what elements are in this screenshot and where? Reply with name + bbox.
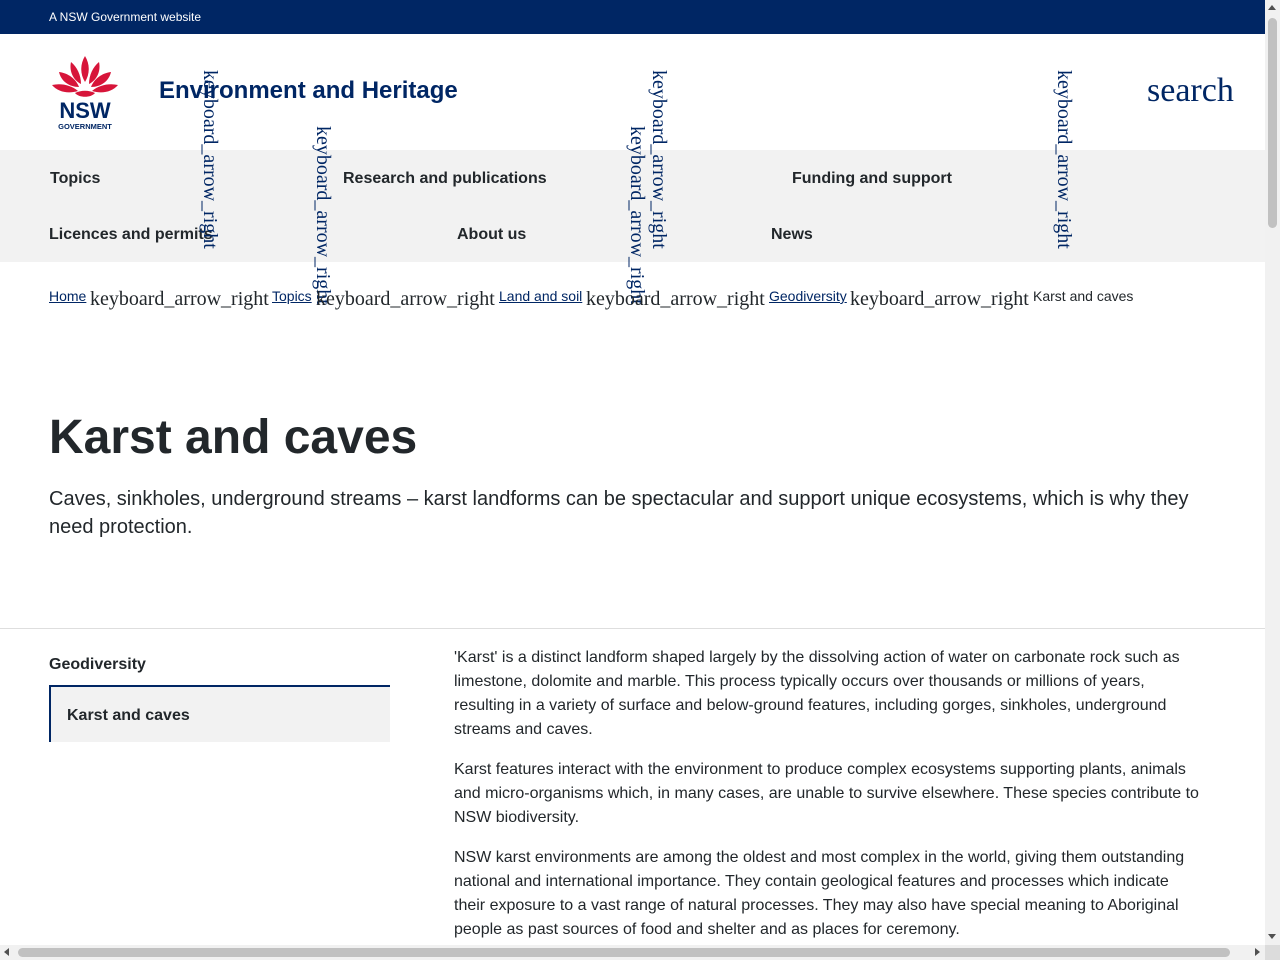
scroll-left-arrow-icon[interactable] [4, 948, 9, 956]
nav-item-research-and-publications[interactable]: Research and publications [343, 170, 547, 187]
breadcrumb-current: Karst and caves [1033, 288, 1134, 304]
side-nav-item-label: Karst and caves [67, 707, 190, 724]
content-paragraph: Karst features interact with the environment to produce complex ecosystems supporting plants, animals and micro-organisms which, in many cases, are unable to survive elsewhere. These species contribute to NSW biodiversity. [454, 761, 1199, 826]
scrollbar-corner [1265, 945, 1280, 960]
vertical-scrollbar-thumb[interactable] [1268, 18, 1277, 228]
government-strip-text: A NSW Government website [49, 10, 202, 24]
scroll-right-arrow-icon[interactable] [1255, 948, 1260, 956]
nsw-government-logo[interactable] [49, 54, 121, 132]
page-intro: Caves, sinkholes, underground streams – karst landforms can be spectacular and support unique ecosystems, which is why they need protection. [49, 488, 1189, 538]
breadcrumb-link-topics[interactable]: Topics [272, 288, 312, 304]
nav-research-chevron-icon: keyboard_arrow_right [312, 126, 334, 305]
breadcrumb-link-home[interactable]: Home [49, 288, 87, 304]
horizontal-scrollbar[interactable] [0, 945, 1265, 960]
breadcrumb-chevron-icon: keyboard_arrow_right [586, 288, 765, 310]
logo-text: NSW [59, 98, 111, 123]
scroll-up-arrow-icon[interactable] [1268, 5, 1276, 10]
breadcrumb-chevron-icon: keyboard_arrow_right [850, 288, 1029, 310]
nav-item-topics[interactable]: Topics [50, 170, 101, 187]
site-title[interactable]: Environment and Heritage [159, 77, 458, 104]
scroll-down-arrow-icon[interactable] [1268, 934, 1276, 939]
breadcrumb-link-geodiversity[interactable]: Geodiversity [769, 288, 847, 304]
nav-item-licences-and-permits[interactable]: Licences and permits [49, 226, 213, 243]
vertical-scrollbar[interactable] [1265, 0, 1280, 945]
side-nav-heading[interactable]: Geodiversity [49, 656, 146, 673]
logo-subtext: GOVERNMENT [58, 122, 112, 131]
breadcrumb [0, 286, 1265, 316]
content-paragraph: NSW karst environments are among the oldest and most complex in the world, giving them outstanding national and international importance. They contain geological features and processes which indicate their exposure to a vast range of natural processes. They may also have special meaning to Aboriginal people as past sources of food and shelter and as places for ceremony. [454, 849, 1185, 938]
nav-item-about-us[interactable]: About us [457, 226, 527, 243]
nav-item-news[interactable]: News [771, 226, 813, 243]
side-nav-item-karst-and-caves[interactable] [49, 685, 390, 742]
nav-funding-chevron-icon: keyboard_arrow_right [648, 70, 670, 249]
content-paragraph: 'Karst' is a distinct landform shaped largely by the dissolving action of water on carbonate rock such as limestone, dolomite and marble. This process typically occurs over thousands or millions of years, resulting in a variety of surface and below-ground features, including gorges, sinkholes, underground streams and caves. [454, 649, 1180, 738]
search-button[interactable]: search [1147, 72, 1234, 109]
nav-licences-chevron-icon: keyboard_arrow_right [626, 126, 648, 305]
main-content [454, 646, 1204, 958]
section-divider [0, 628, 1265, 629]
breadcrumb-link-land-and-soil[interactable]: Land and soil [499, 288, 583, 304]
nav-about-chevron-icon: keyboard_arrow_right [1053, 70, 1075, 249]
nav-topics-chevron-icon: keyboard_arrow_right [199, 70, 221, 249]
waratah-flower-icon [52, 56, 118, 97]
nav-item-funding-and-support[interactable]: Funding and support [792, 170, 952, 187]
horizontal-scrollbar-thumb[interactable] [18, 948, 1230, 957]
breadcrumb-chevron-icon: keyboard_arrow_right [316, 288, 495, 310]
page-title: Karst and caves [49, 411, 418, 464]
government-strip [0, 0, 1265, 34]
breadcrumb-chevron-icon: keyboard_arrow_right [90, 288, 269, 310]
